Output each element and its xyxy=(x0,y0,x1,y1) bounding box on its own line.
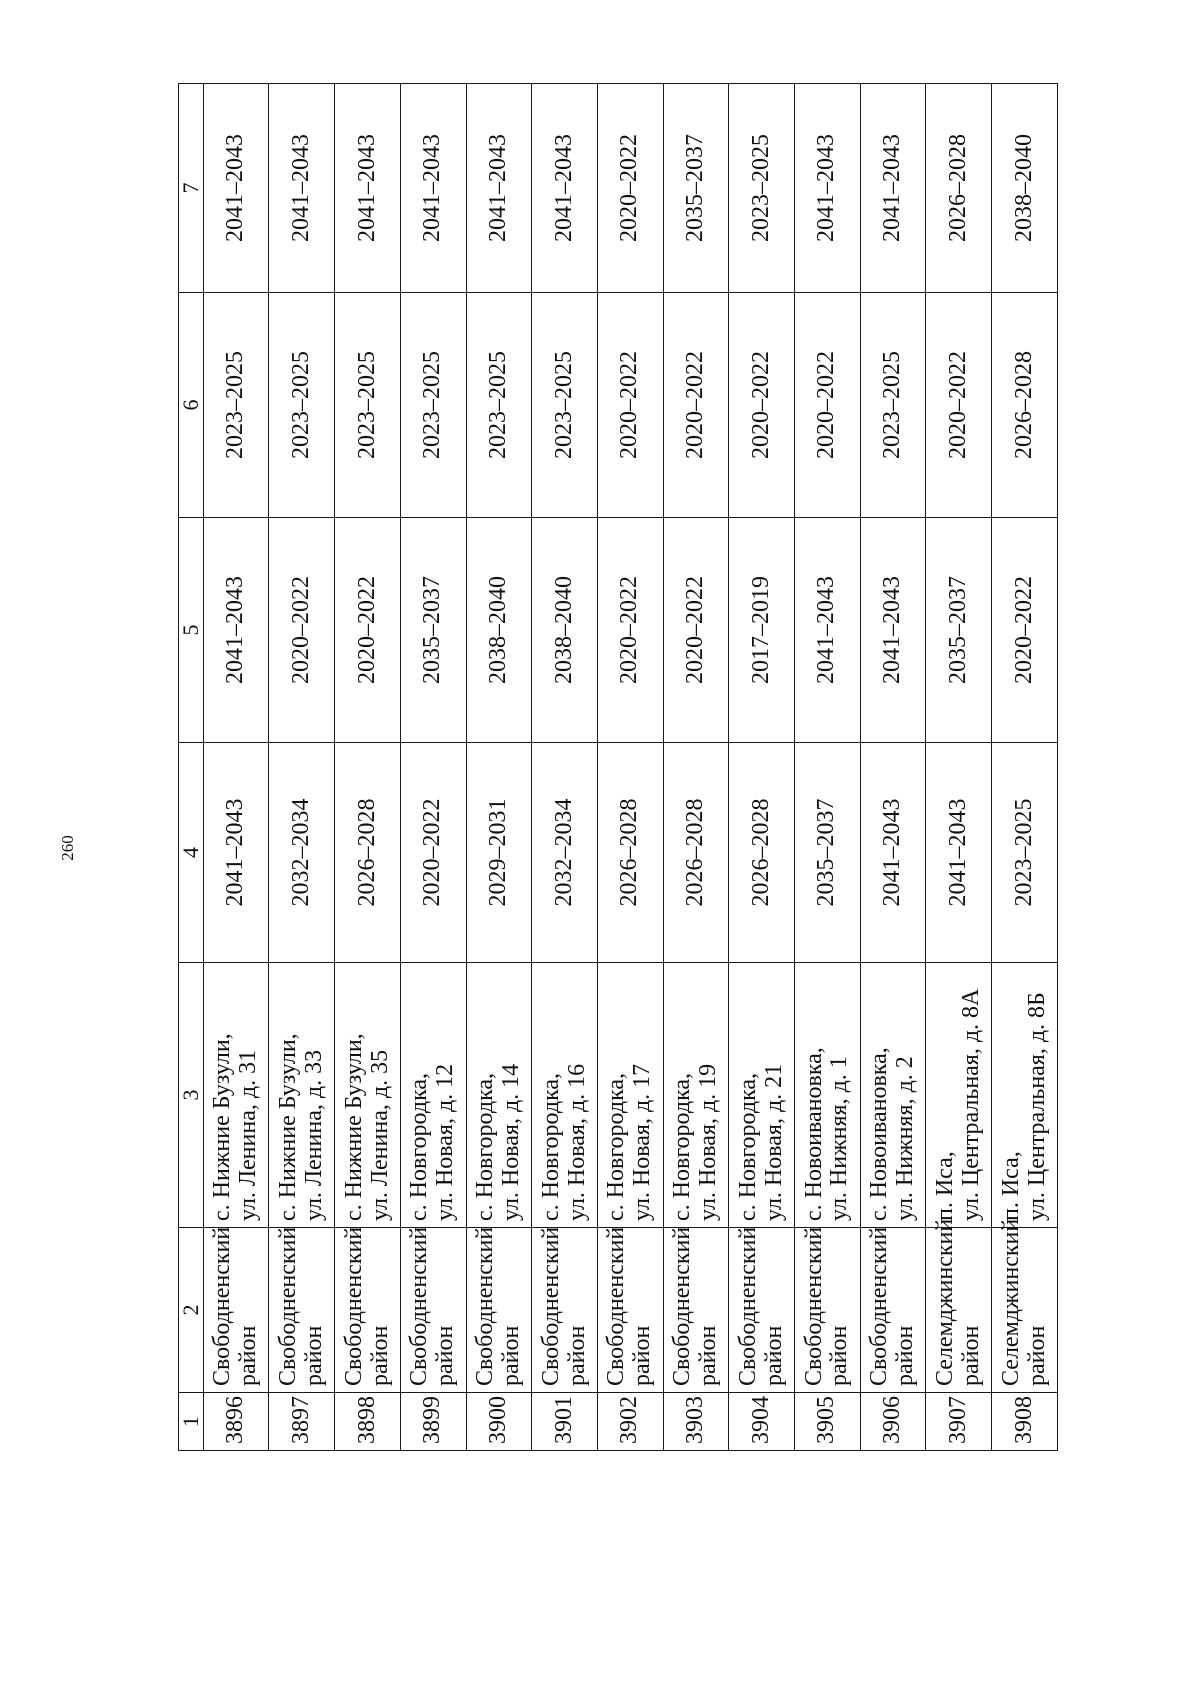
address-line: ул. Нижняя, д. 2 xyxy=(892,1056,919,1221)
period-cell-p4: 2029–2031 xyxy=(466,743,532,963)
period-cell-p6: 2023–2025 xyxy=(335,293,401,518)
region-cell xyxy=(860,1228,926,1393)
address-line: с. Нижние Бузули, xyxy=(209,1033,236,1221)
address-line: с. Новгородка, xyxy=(537,1072,564,1221)
period-cell-p7: 2038–2040 xyxy=(992,84,1058,293)
address-cell xyxy=(466,963,532,1228)
column-header: 2 xyxy=(179,1228,204,1393)
region-line: Селемджинский xyxy=(931,1218,958,1386)
address-cell xyxy=(400,963,466,1228)
period-cell-p5: 2020–2022 xyxy=(992,518,1058,743)
address-cell xyxy=(729,963,795,1228)
column-header: 1 xyxy=(179,1393,204,1451)
region-cell xyxy=(597,1228,663,1393)
address-line: с. Новгородка, xyxy=(472,1072,498,1221)
table-row xyxy=(795,84,861,1451)
period-cell-p5: 2038–2040 xyxy=(466,518,532,743)
period-cell-p4: 2026–2028 xyxy=(729,743,795,963)
period-cell-p7: 2035–2037 xyxy=(663,84,729,293)
region-cell xyxy=(532,1228,598,1393)
row-number-cell: 3905 xyxy=(795,1393,861,1451)
period-cell-p5: 2038–2040 xyxy=(532,518,598,743)
period-cell-p5: 2020–2022 xyxy=(269,518,335,743)
period-cell-p5: 2020–2022 xyxy=(597,518,663,743)
region-line: Свободненский xyxy=(669,1226,696,1386)
address-cell xyxy=(532,963,598,1228)
address-cell xyxy=(203,963,269,1228)
address-line: с. Новоивановка, xyxy=(866,1047,893,1221)
period-cell-p5: 2035–2037 xyxy=(926,518,992,743)
column-header: 3 xyxy=(179,963,204,1228)
period-cell-p5: 2020–2022 xyxy=(663,518,729,743)
address-line: ул. Ленина, д. 35 xyxy=(366,1049,393,1221)
region-line: район xyxy=(563,1325,590,1386)
table-row xyxy=(597,84,663,1451)
period-cell-p6: 2023–2025 xyxy=(466,293,532,518)
address-cell xyxy=(663,963,729,1228)
row-number-cell: 3898 xyxy=(335,1393,401,1451)
period-cell-p4: 2041–2043 xyxy=(860,743,926,963)
region-cell xyxy=(400,1228,466,1393)
table-row xyxy=(729,84,795,1451)
address-line: ул. Новая, д. 16 xyxy=(563,1063,590,1221)
table-row xyxy=(926,84,992,1451)
region-cell xyxy=(992,1218,1058,1393)
header-row xyxy=(179,84,204,1451)
period-cell-p7: 2020–2022 xyxy=(597,84,663,293)
period-cell-p7: 2041–2043 xyxy=(335,84,401,293)
region-line: Свободненский xyxy=(537,1226,564,1386)
region-line: Свободненский xyxy=(472,1226,498,1386)
period-cell-p7: 2023–2025 xyxy=(729,84,795,293)
period-cell-p6: 2026–2028 xyxy=(992,293,1058,518)
region-line: Селемджинский xyxy=(997,1218,1024,1386)
table-row xyxy=(663,84,729,1451)
address-line: с. Новгородка, xyxy=(669,1072,696,1221)
column-header: 7 xyxy=(179,84,204,293)
region-line: район xyxy=(892,1325,919,1386)
region-line: район xyxy=(695,1325,722,1386)
row-number-cell: 3899 xyxy=(400,1393,466,1451)
region-line: район xyxy=(432,1325,459,1386)
period-cell-p6: 2020–2022 xyxy=(926,293,992,518)
period-cell-p4: 2041–2043 xyxy=(926,743,992,963)
row-number-cell: 3904 xyxy=(729,1393,795,1451)
period-cell-p7: 2041–2043 xyxy=(532,84,598,293)
period-cell-p6: 2023–2025 xyxy=(400,293,466,518)
period-cell-p4: 2026–2028 xyxy=(335,743,401,963)
period-cell-p4: 2020–2022 xyxy=(400,743,466,963)
address-line: ул. Новая, д. 21 xyxy=(760,1063,787,1221)
period-cell-p5: 2020–2022 xyxy=(335,518,401,743)
address-line: п. Иса, xyxy=(931,1151,958,1221)
region-cell xyxy=(729,1228,795,1393)
row-number-cell: 3907 xyxy=(926,1393,992,1451)
table-body xyxy=(203,84,1057,1451)
address-line: с. Новгородка, xyxy=(603,1072,630,1221)
row-number-cell: 3897 xyxy=(269,1393,335,1451)
address-line: с. Новоивановка, xyxy=(800,1047,827,1221)
table-row xyxy=(860,84,926,1451)
period-cell-p5: 2041–2043 xyxy=(795,518,861,743)
period-cell-p6: 2023–2025 xyxy=(203,293,269,518)
address-cell xyxy=(992,963,1058,1228)
row-number-cell: 3896 xyxy=(203,1393,269,1451)
region-cell xyxy=(795,1228,861,1393)
address-line: ул. Новая, д. 14 xyxy=(497,1063,524,1221)
address-line: ул. Центральная, д. 8Б xyxy=(1023,992,1050,1221)
address-cell xyxy=(335,963,401,1228)
region-cell xyxy=(663,1228,729,1393)
address-line: ул. Нижняя, д. 1 xyxy=(826,1056,853,1221)
region-cell xyxy=(466,1228,532,1393)
region-line: район xyxy=(366,1325,393,1386)
row-number-cell: 3900 xyxy=(466,1393,532,1451)
period-cell-p6: 2020–2022 xyxy=(663,293,729,518)
region-line: Свободненский xyxy=(734,1226,761,1386)
region-cell xyxy=(926,1218,992,1393)
region-line: Свободненский xyxy=(274,1226,301,1386)
period-cell-p7: 2026–2028 xyxy=(926,84,992,293)
region-line: Свободненский xyxy=(406,1226,433,1386)
row-number-cell: 3908 xyxy=(992,1393,1058,1451)
period-cell-p6: 2020–2022 xyxy=(795,293,861,518)
period-cell-p5: 2017–2019 xyxy=(729,518,795,743)
period-cell-p4: 2026–2028 xyxy=(663,743,729,963)
region-line: район xyxy=(760,1325,787,1386)
region-line: Свободненский xyxy=(340,1226,367,1386)
region-cell xyxy=(269,1228,335,1393)
period-cell-p7: 2041–2043 xyxy=(269,84,335,293)
period-cell-p4: 2032–2034 xyxy=(269,743,335,963)
table-row xyxy=(466,84,532,1451)
address-cell xyxy=(269,963,335,1228)
period-cell-p6: 2020–2022 xyxy=(597,293,663,518)
row-number-cell: 3902 xyxy=(597,1393,663,1451)
period-cell-p5: 2041–2043 xyxy=(860,518,926,743)
address-line: ул. Новая, д. 19 xyxy=(695,1063,722,1221)
region-cell xyxy=(203,1228,269,1393)
address-cell xyxy=(860,963,926,1228)
column-header: 5 xyxy=(179,518,204,743)
period-cell-p7: 2041–2043 xyxy=(400,84,466,293)
column-header: 4 xyxy=(179,743,204,963)
address-line: ул. Центральная, д. 8А xyxy=(957,988,984,1221)
region-line: район xyxy=(826,1325,853,1386)
period-cell-p7: 2041–2043 xyxy=(860,84,926,293)
period-cell-p4: 2041–2043 xyxy=(203,743,269,963)
address-line: ул. Ленина, д. 33 xyxy=(300,1049,327,1221)
period-cell-p5: 2035–2037 xyxy=(400,518,466,743)
table-row xyxy=(400,84,466,1451)
data-table xyxy=(178,83,1058,1451)
row-number-cell: 3903 xyxy=(663,1393,729,1451)
period-cell-p5: 2041–2043 xyxy=(203,518,269,743)
address-line: с. Новгородка, xyxy=(406,1072,433,1221)
period-cell-p6: 2023–2025 xyxy=(269,293,335,518)
table-row xyxy=(335,84,401,1451)
region-line: Свободненский xyxy=(209,1226,236,1386)
region-line: Свободненский xyxy=(866,1226,893,1386)
address-line: с. Нижние Бузули, xyxy=(274,1033,301,1221)
region-line: район xyxy=(497,1325,524,1386)
period-cell-p4: 2026–2028 xyxy=(597,743,663,963)
address-cell xyxy=(795,963,861,1228)
column-header: 6 xyxy=(179,293,204,518)
region-line: район xyxy=(1023,1325,1050,1386)
period-cell-p6: 2023–2025 xyxy=(860,293,926,518)
address-line: п. Иса, xyxy=(997,1151,1024,1221)
table-row xyxy=(203,84,269,1451)
period-cell-p4: 2035–2037 xyxy=(795,743,861,963)
page-number: 260 xyxy=(58,835,77,861)
region-line: район xyxy=(235,1325,262,1386)
period-cell-p6: 2023–2025 xyxy=(532,293,598,518)
period-cell-p7: 2041–2043 xyxy=(203,84,269,293)
period-cell-p4: 2023–2025 xyxy=(992,743,1058,963)
region-line: район xyxy=(300,1325,327,1386)
table-row xyxy=(269,84,335,1451)
table-row xyxy=(532,84,598,1451)
address-line: ул. Новая, д. 12 xyxy=(432,1063,459,1221)
region-line: Свободненский xyxy=(603,1226,630,1386)
address-cell xyxy=(926,963,992,1228)
table-row xyxy=(992,84,1058,1451)
rotated-table-container xyxy=(178,84,1058,1451)
region-line: Свободненский xyxy=(800,1226,827,1386)
region-line: район xyxy=(629,1325,656,1386)
address-line: с. Новгородка, xyxy=(734,1072,761,1221)
address-line: ул. Ленина, д. 31 xyxy=(235,1049,262,1221)
address-cell xyxy=(597,963,663,1228)
region-line: район xyxy=(957,1325,984,1386)
period-cell-p7: 2041–2043 xyxy=(795,84,861,293)
address-line: ул. Новая, д. 17 xyxy=(629,1063,656,1221)
row-number-cell: 3901 xyxy=(532,1393,598,1451)
period-cell-p6: 2020–2022 xyxy=(729,293,795,518)
region-cell xyxy=(335,1228,401,1393)
row-number-cell: 3906 xyxy=(860,1393,926,1451)
period-cell-p4: 2032–2034 xyxy=(532,743,598,963)
address-line: с. Нижние Бузули, xyxy=(340,1033,367,1221)
period-cell-p7: 2041–2043 xyxy=(466,84,532,293)
